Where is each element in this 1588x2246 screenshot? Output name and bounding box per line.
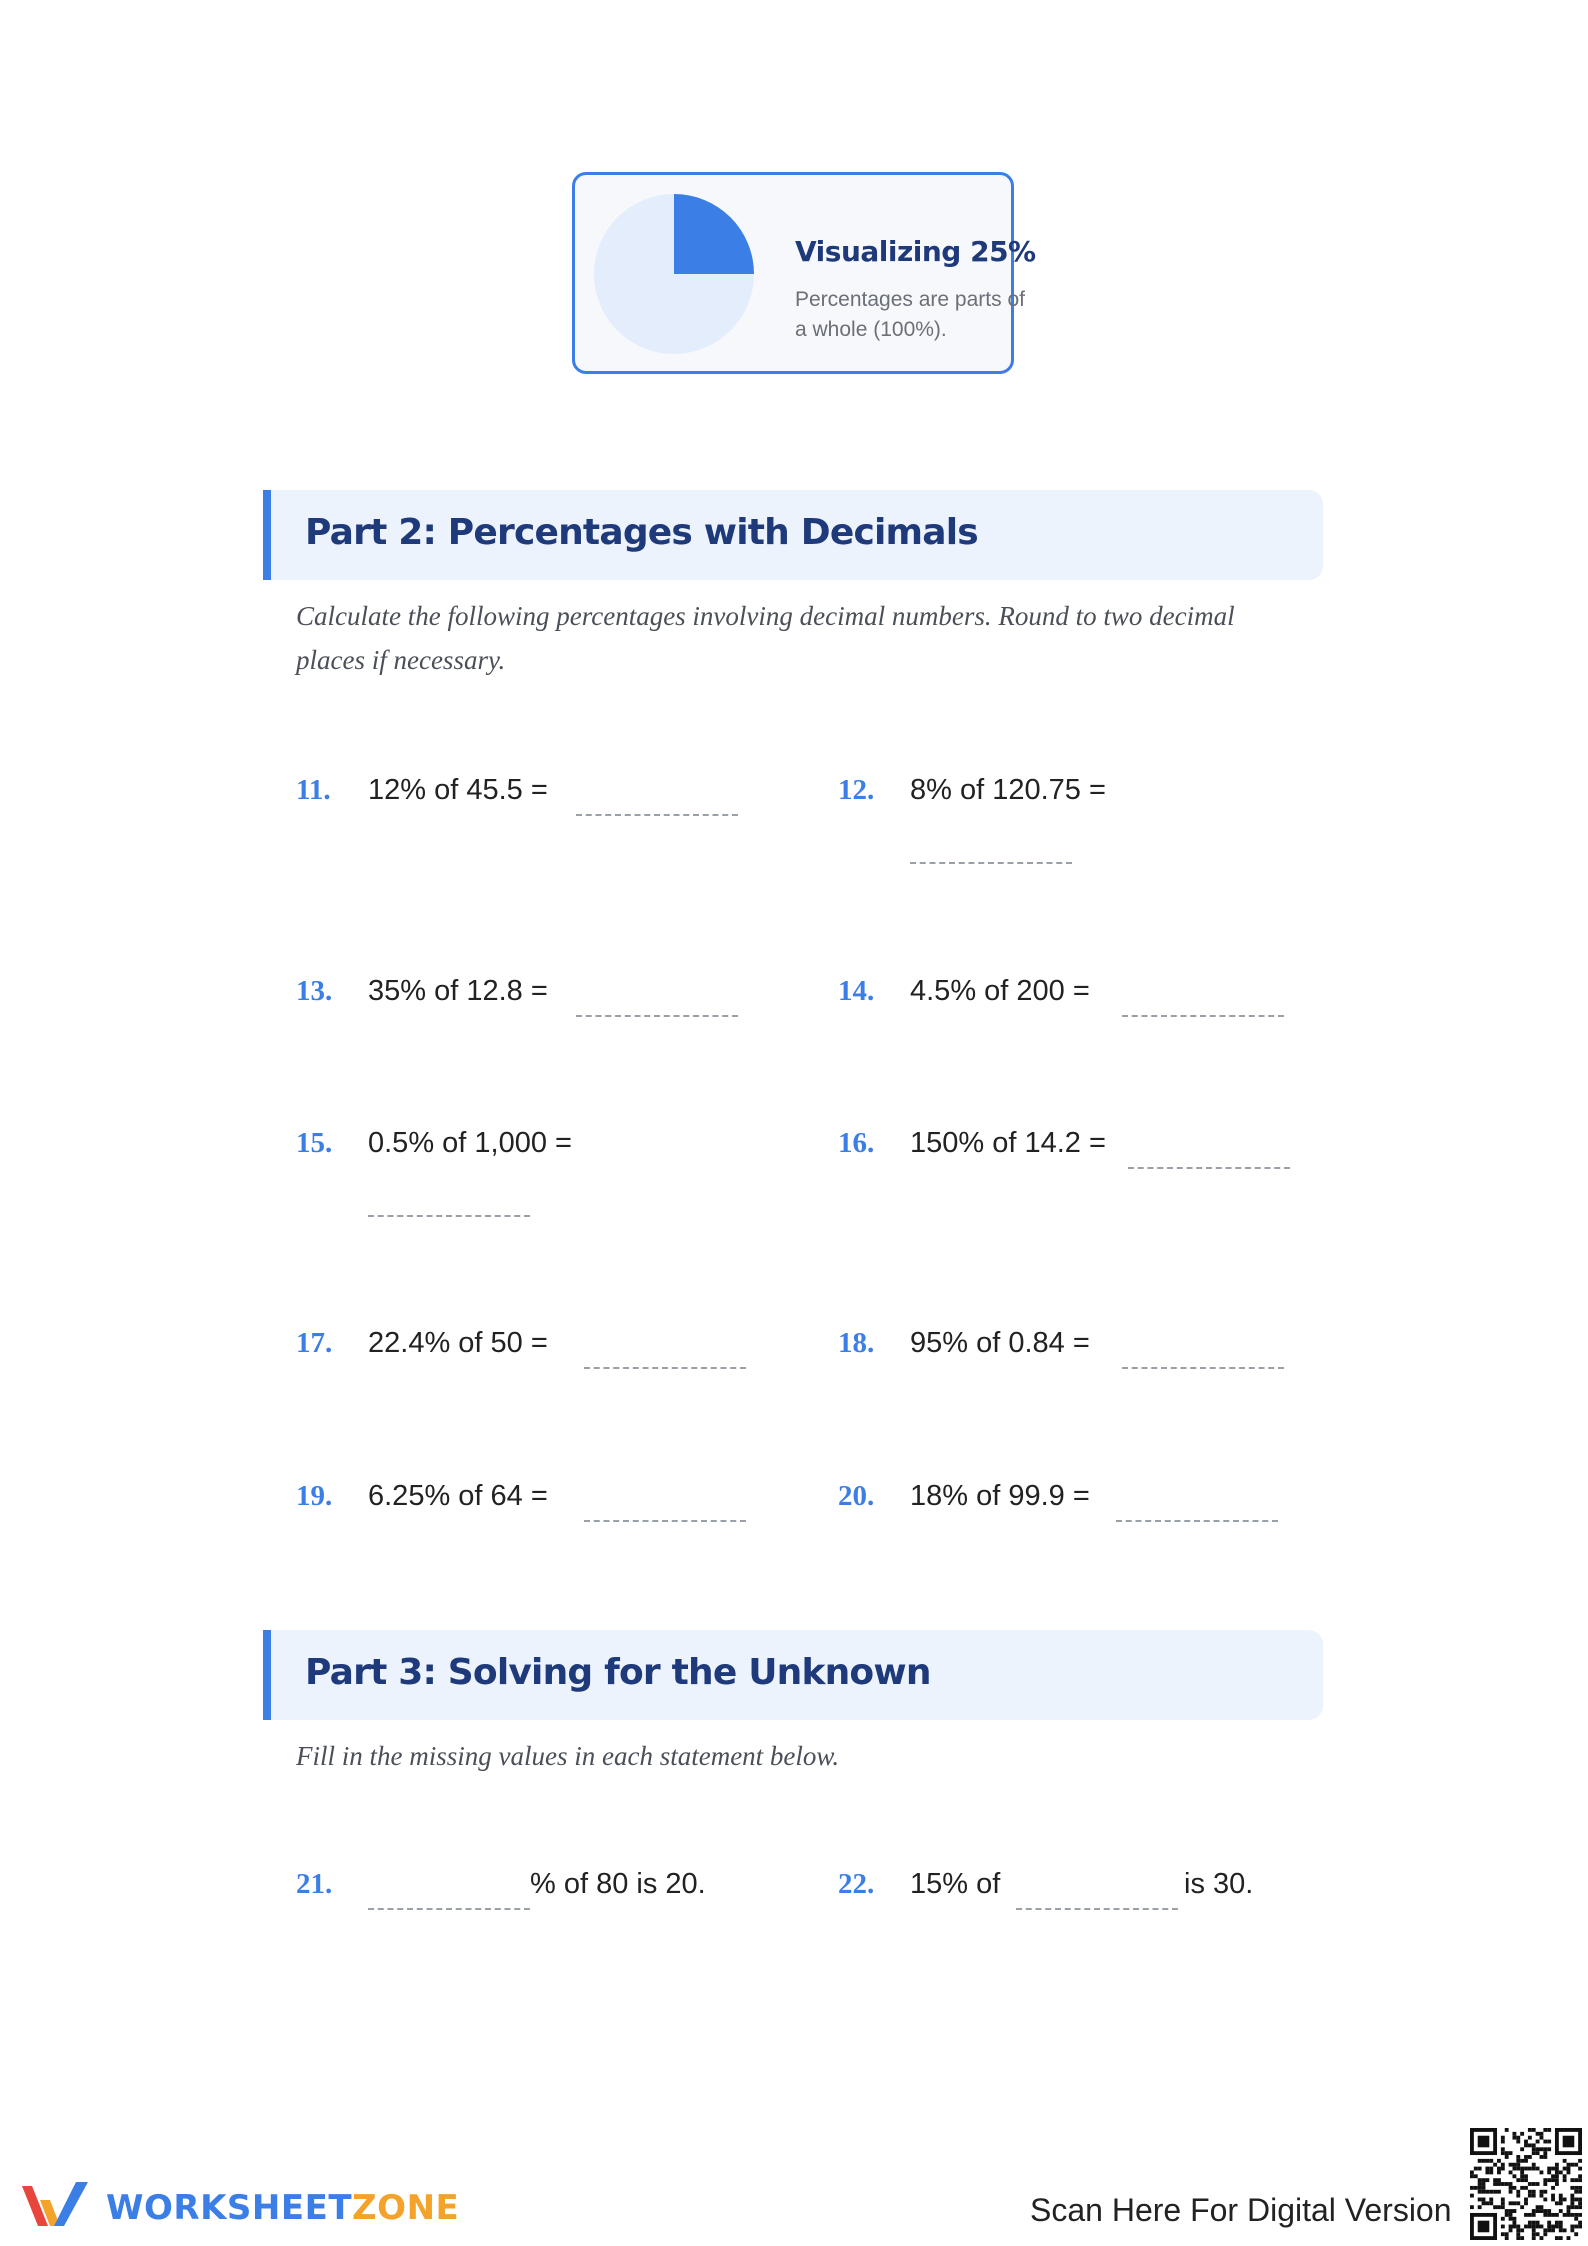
problem-number: 15.: [296, 1127, 333, 1159]
problem-number: 20.: [838, 1480, 875, 1512]
problem-number: 13.: [296, 975, 333, 1007]
problem-text: 95% of 0.84 =: [910, 1327, 1090, 1359]
answer-blank[interactable]: [1116, 1520, 1278, 1522]
answer-blank[interactable]: [584, 1367, 746, 1369]
problem-text: 12% of 45.5 =: [368, 774, 548, 806]
problem-text: 8% of 120.75 =: [910, 774, 1106, 806]
answer-blank[interactable]: [1016, 1908, 1178, 1910]
problem-text: % of 80 is 20.: [530, 1868, 706, 1900]
problem-text-after: is 30.: [1184, 1868, 1254, 1900]
answer-blank[interactable]: [584, 1520, 746, 1522]
brand-name: [106, 2188, 459, 2228]
problem-number: 21.: [296, 1868, 333, 1900]
pie-slice-25-percent: [674, 194, 754, 274]
answer-blank[interactable]: [1122, 1367, 1284, 1369]
problem-number: 12.: [838, 774, 875, 806]
brand-name-part1: WORKSHEET: [106, 2188, 353, 2228]
problem-number: 19.: [296, 1480, 333, 1512]
problem-text: 4.5% of 200 =: [910, 975, 1090, 1007]
answer-blank[interactable]: [910, 862, 1072, 864]
brand-name-part2: ZONE: [352, 2188, 460, 2228]
part2-instructions: Calculate the following percentages involving decimal numbers. Round to two decimal places if necessary.: [296, 601, 1235, 675]
scan-instruction: Scan Here For Digital Version: [1030, 2192, 1452, 2228]
part3-title: Part 3: Solving for the Unknown: [305, 1652, 931, 1693]
problem-number: 11.: [296, 774, 331, 806]
problem-text: 18% of 99.9 =: [910, 1480, 1090, 1512]
problem-text: 22.4% of 50 =: [368, 1327, 548, 1359]
problem-text: 150% of 14.2 =: [910, 1127, 1106, 1159]
problem-number: 18.: [838, 1327, 875, 1359]
visualization-description: Percentages are parts of a whole (100%).: [795, 288, 1025, 341]
answer-blank[interactable]: [576, 1015, 738, 1017]
problem-number: 16.: [838, 1127, 875, 1159]
problem-text: 6.25% of 64 =: [368, 1480, 548, 1512]
problem-text: 0.5% of 1,000 =: [368, 1127, 572, 1159]
visualization-title: Visualizing 25%: [795, 235, 1036, 268]
answer-blank[interactable]: [368, 1908, 530, 1910]
part2-title: Part 2: Percentages with Decimals: [305, 512, 978, 553]
problem-number: 17.: [296, 1327, 333, 1359]
part3-instructions: Fill in the missing values in each statement below.: [296, 1741, 840, 1771]
part2-header: [263, 490, 1323, 580]
qr-code-icon[interactable]: [1470, 2128, 1582, 2240]
problem-number: 22.: [838, 1868, 875, 1900]
problem-number: 14.: [838, 975, 875, 1007]
answer-blank[interactable]: [368, 1215, 530, 1217]
answer-blank[interactable]: [1122, 1015, 1284, 1017]
part3-header: [263, 1630, 1323, 1720]
pie-chart: [593, 193, 755, 355]
problem-text: 35% of 12.8 =: [368, 975, 548, 1007]
worksheetzone-logo-icon: [18, 2178, 94, 2234]
problem-text-before: 15% of: [910, 1868, 1001, 1900]
visualization-card: [572, 172, 1036, 374]
answer-blank[interactable]: [1128, 1167, 1290, 1169]
answer-blank[interactable]: [576, 814, 738, 816]
